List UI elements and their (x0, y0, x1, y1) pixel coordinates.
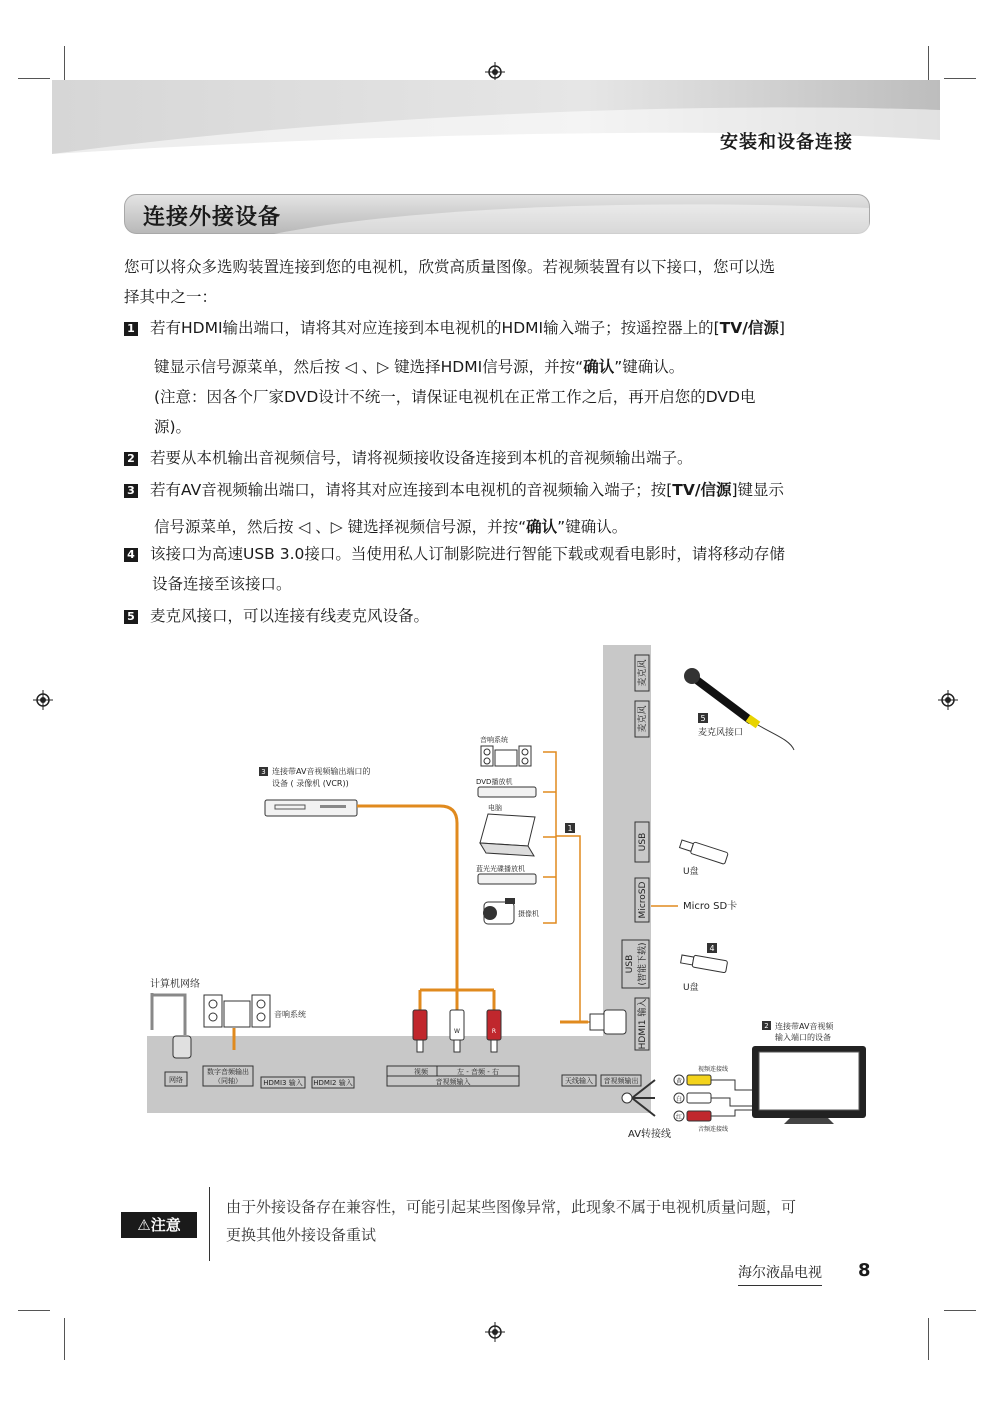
step-4: 4 该接口为高速USB 3.0接口。当使用私人订制影院进行智能下载或观看电影时，请将移动存储 设备连接至该接口。 (124, 539, 884, 599)
step-number-badge: 2 (124, 452, 138, 466)
plug-letter: R (491, 1028, 497, 1035)
side-port-label: (智能下载) (638, 942, 648, 986)
device-label: 音响系统 (480, 736, 508, 744)
device-label: 电脑 (488, 804, 502, 812)
port-label: 视频 (414, 1068, 428, 1076)
port-label: 音视频输出 (603, 1077, 639, 1085)
device-label: 蓝光光碟播放机 (476, 865, 525, 873)
rca-cable-set (687, 1075, 752, 1121)
port-label: （同轴） (214, 1077, 242, 1085)
vcr-label: 连接带AV音视频输出端口的 (272, 767, 371, 776)
usb-drive-label: U盘 (683, 983, 699, 993)
usb-drive-label: U盘 (683, 867, 699, 877)
tv-number-badge: 2 (764, 1022, 769, 1030)
video-cable (357, 806, 457, 1010)
step-2: 2 若要从本机输出音视频信号，请将视频接收设备连接到本机的音视频输出端子。 (124, 443, 884, 473)
step-number-badge: 3 (124, 484, 138, 498)
tv-label: 输入端口的设备 (775, 1033, 831, 1042)
step-3: 3 若有AV音视频输出端口，请将其对应连接到本电视机的音视频输入端子；按[TV/信源]键显示 (124, 475, 884, 505)
step-1: 1 若有HDMI输出端口，请将其对应连接到本电视机的HDMI输入端子；按遥控器上的[TV/信源] (124, 313, 884, 343)
speaker-system-icon (481, 746, 531, 766)
av-adapter-label: AV转接线 (628, 1129, 672, 1140)
jack-label: 红 (675, 1114, 683, 1121)
connection-diagram (0, 640, 993, 1150)
microsd-label: Micro SD卡 (683, 901, 738, 912)
device-label: 音响系统 (274, 1010, 306, 1019)
crop-mark (64, 1318, 65, 1360)
crop-mark (928, 1318, 929, 1360)
hdmi-number-badge: 1 (567, 824, 573, 833)
device-label: DVD播放机 (476, 778, 513, 786)
tv-icon (752, 1046, 866, 1124)
device-label: 摄像机 (518, 910, 539, 918)
note-text: 由于外接设备存在兼容性，可能引起某些图像异常，此现象不属于电视机质量问题，可 更换其他外接设备重试 (226, 1198, 797, 1244)
step-number-badge: 5 (124, 610, 138, 624)
crop-mark (18, 1310, 50, 1311)
mic-label: 麦克风接口 (698, 728, 744, 738)
mic-number-badge: 5 (700, 714, 706, 723)
cable-label: 视频连接线 (698, 1066, 729, 1073)
camcorder-icon (483, 898, 515, 924)
step-1-cont: 键显示信号源菜单，然后按 ◁ 、▷ 键选择HDMI信号源，并按“确认”键确认。 (注意：因各个厂家DVD设计不统一，请保证电视机在正常工作之后，再开启您的DVD电 源)。 (154, 358, 756, 436)
network-label: 计算机网络 (150, 979, 200, 990)
vcr-icon (265, 800, 357, 816)
page-number: 8 (858, 1260, 871, 1281)
side-port-label: HDMI1 输入 (638, 998, 648, 1050)
intro-line: 择其中之一： (124, 288, 218, 306)
step-3-cont: 信号源菜单，然后按 ◁ 、▷ 键选择视频信号源，并按“确认”键确认。 (154, 518, 628, 536)
dvd-player-icon (478, 787, 536, 797)
crop-mark (944, 78, 976, 79)
network-plug-icon (173, 1036, 191, 1058)
side-port-label: 麦克风 (638, 705, 648, 733)
registration-mark-icon (485, 62, 505, 82)
vcr-label: 设备 ( 录像机 (VCR)) (272, 779, 349, 788)
laptop-icon (480, 814, 535, 856)
step-number-badge: 4 (124, 548, 138, 562)
jack-label: 白 (675, 1096, 683, 1103)
divider (209, 1187, 210, 1261)
section-title: 安装和设备连接 (720, 132, 853, 153)
side-port-label: 麦克风 (638, 659, 648, 687)
side-port-label: MicroSD (638, 881, 648, 919)
tv-label: 连接带AV音视频 (775, 1022, 834, 1031)
port-label: 数字音频输出 (207, 1068, 249, 1076)
hdmi-plug-icon (590, 1010, 626, 1034)
vcr-number-badge: 3 (261, 768, 266, 776)
step-5: 5 麦克风接口，可以连接有线麦克风设备。 (124, 601, 884, 631)
usb-number-badge: 4 (709, 944, 715, 953)
intro-line: 您可以将众多选购装置连接到您的电视机，欣赏高质量图像。若视频装置有以下接口，您可以选 (124, 258, 776, 276)
crop-mark (18, 78, 50, 79)
usb-drive-icon (680, 953, 727, 973)
port-label: HDMI3 输入 (263, 1079, 303, 1087)
step-number-badge: 1 (124, 322, 138, 336)
footer-brand: 海尔液晶电视 (738, 1262, 822, 1286)
page-heading: 连接外接设备 (143, 205, 282, 230)
crop-mark (944, 1310, 976, 1311)
plug-letter: W (454, 1028, 460, 1035)
port-label: 天线输入 (565, 1077, 593, 1085)
speaker-system-icon (204, 995, 270, 1027)
intro-paragraph (124, 252, 884, 312)
port-label: 左 - 音频 - 右 (457, 1068, 499, 1076)
registration-mark-icon (485, 1322, 505, 1342)
bluray-player-icon (478, 874, 536, 884)
jack-label: 黄 (675, 1078, 683, 1085)
port-label: HDMI2 输入 (313, 1079, 353, 1087)
port-label: 网络 (169, 1076, 183, 1084)
usb-drive-icon (679, 838, 728, 864)
side-port-label: USB (638, 832, 648, 852)
side-port-label: USB (625, 954, 635, 974)
port-label: 音视频输入 (435, 1078, 471, 1086)
warning-badge: ⚠注意 (121, 1212, 197, 1238)
cable-label: 音频连接线 (698, 1126, 729, 1133)
